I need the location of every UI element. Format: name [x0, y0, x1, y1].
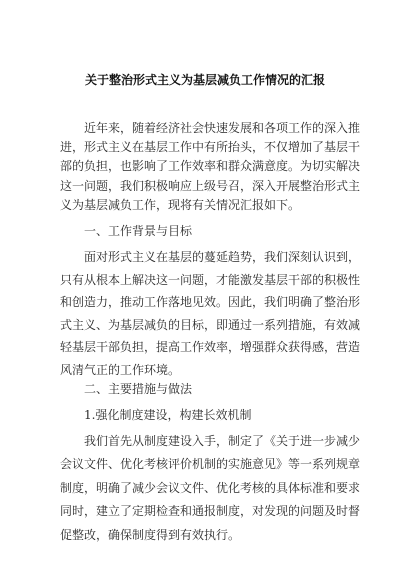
section-1-paragraph: [60, 246, 361, 382]
document-title: 关于整治形式主义为基层减负工作情况的汇报: [84, 73, 325, 87]
subsection-1-paragraph: [60, 430, 361, 547]
section-2-heading: 二、主要措施与做法: [84, 382, 193, 396]
subsection-1-line: 同时，建立了定期检查和通报制度，对发现的问题及时督: [60, 504, 361, 519]
intro-line: 部的负担，也影响了工作效率和群众满意度。为切实解决: [60, 159, 361, 174]
section-1-heading: 一、工作背景与目标: [84, 224, 193, 238]
section-1-line: 和创造力，推动工作落地见效。因此，我们明确了整治形: [60, 295, 361, 310]
section-1-line: 面对形式主义在基层的蔓延趋势，我们深刻认识到，: [84, 250, 361, 264]
subsection-1-line: 我们首先从制度建设入手，制定了《关于进一步减少: [84, 434, 361, 448]
subsection-1-line: 会议文件、优化考核评价机制的实施意见》等一系列规章: [60, 457, 361, 472]
intro-line: 这一问题，我们积极响应上级号召，深入开展整治形式主: [60, 178, 361, 193]
subsection-1-line: 制度，明确了减少会议文件、优化考核的具体标准和要求: [60, 480, 361, 495]
subsection-1-line: 促整改，确保制度得到有效执行。: [60, 527, 241, 542]
section-1-line: 只有从根本上解决这一问题，才能激发基层干部的积极性: [60, 272, 361, 287]
section-1-line: 轻基层干部负担，提高工作效率，增强群众获得感，营造: [60, 340, 361, 355]
intro-line: 近年来，随着经济社会快速发展和各项工作的深入推: [84, 121, 361, 135]
intro-line: 进，形式主义在基层工作中有所抬头，不仅增加了基层干: [60, 140, 361, 155]
intro-line: 义为基层减负工作，现将有关情况汇报如下。: [60, 197, 301, 212]
intro-paragraph: [60, 119, 361, 215]
subsection-1-heading: 1.强化制度建设，构建长效机制: [84, 408, 252, 422]
section-1-line: 式主义、为基层减负的目标，即通过一系列措施，有效减: [60, 317, 361, 332]
section-1-line: 风清气正的工作环境。: [60, 362, 181, 377]
